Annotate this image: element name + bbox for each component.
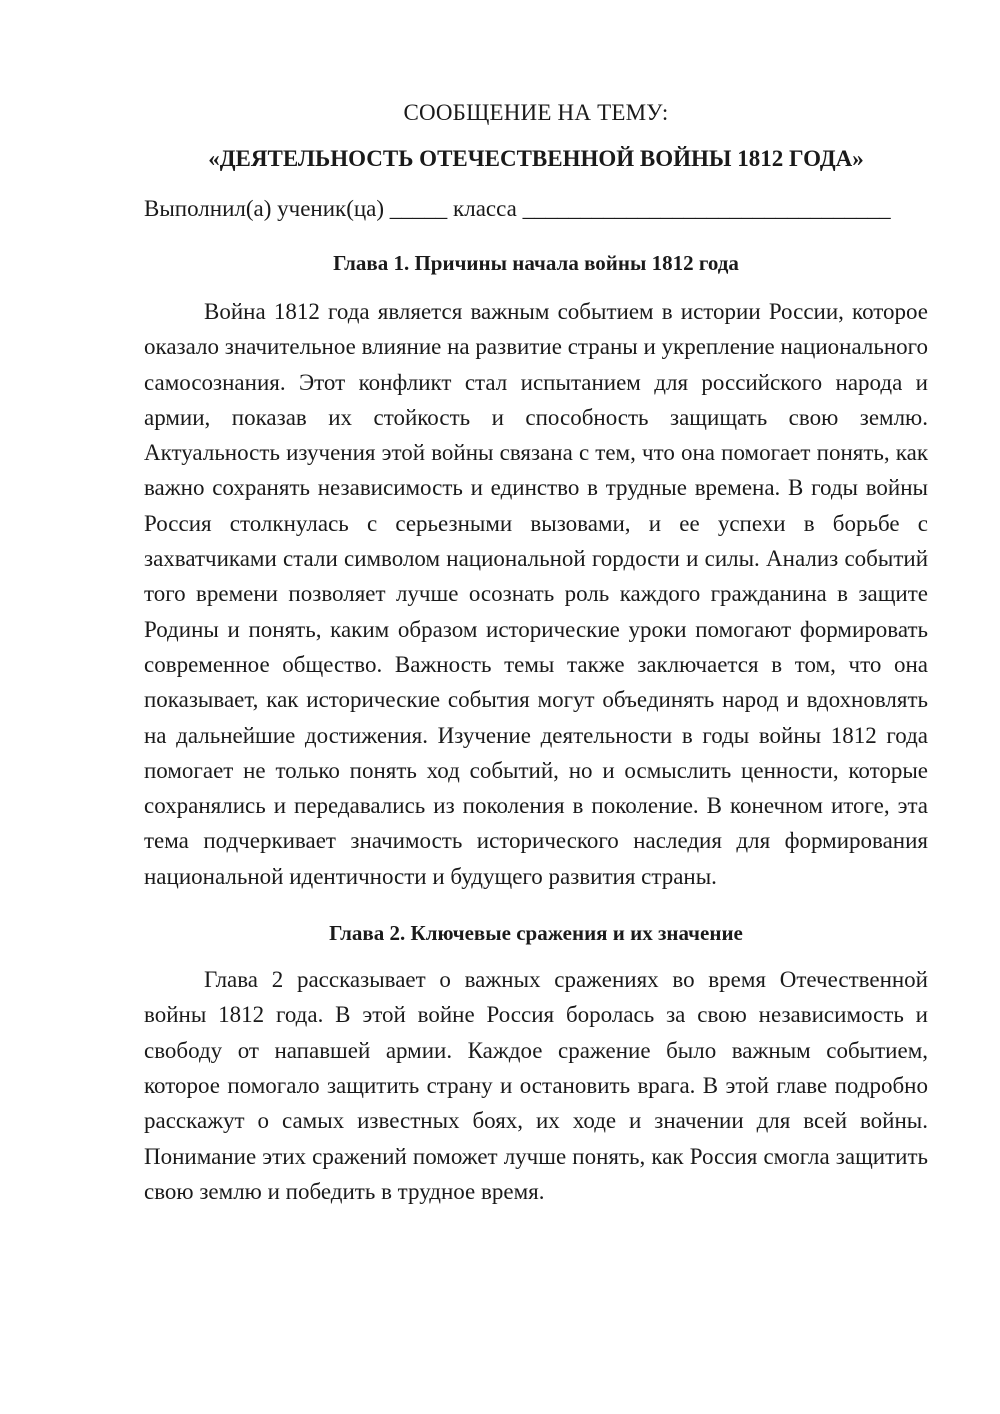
author-line: Выполнил(а) ученик(ца) _____ класса ________________________________ <box>144 196 891 221</box>
chapter-2-heading: Глава 2. Ключевые сражения и их значение <box>329 921 743 946</box>
document-title-line-1: СООБЩЕНИЕ НА ТЕМУ: <box>403 100 669 125</box>
document-page <box>144 96 928 1209</box>
chapter-1-heading: Глава 1. Причины начала войны 1812 года <box>333 251 739 275</box>
chapter-1-paragraph: Война 1812 года является важным событием в истории России, которое оказало значительное влияние на развитие страны и укрепление национального самосознания. Этот конфликт стал испытанием для российского народа и армии, показав их стойкость и способность защищать свою землю. Актуальность изучения этой войны связана с тем, что она помогает понять, как важно сохранять независимость и единство в трудные времена. В годы войны Россия столкнулась с серьезными вызовами, и ее успехи в борьбе с захватчиками стали символом национальной гордости и силы. Анализ событий того времени позволяет лучше осознать роль каждого гражданина в защите Родины и понять, каким образом исторические уроки помогают формировать современное общество. Важность темы также заключается в том, что она показывает, как исторические события могут объединять народ и вдохновлять на дальнейшие достижения. Изучение деятельности в годы войны 1812 года помогает не только понять ход событий, но и осмыслить ценности, которые сохранялись и передавались из поколения в поколение. В конечном итоге, эта тема подчеркивает значимость исторического наследия для формирования национальной идентичности и будущего развития страны. <box>144 299 928 889</box>
chapter-2-paragraph: Глава 2 рассказывает о важных сражениях во время Отечественной войны 1812 года. В этой войне Россия боролась за свою независимость и свободу от напавшей армии. Каждое сражение было важным событием, которое помогало защитить страну и остановить врага. В этой главе подробно расскажут о самых известных боях, их ходе и значении для всей войны. Понимание этих сражений поможет лучше понять, как Россия смогла защитить свою землю и победить в трудное время. <box>144 967 928 1204</box>
document-title-line-2: «ДЕЯТЕЛЬНОСТЬ ОТЕЧЕСТВЕННОЙ ВОЙНЫ 1812 ГОДА» <box>208 146 864 171</box>
